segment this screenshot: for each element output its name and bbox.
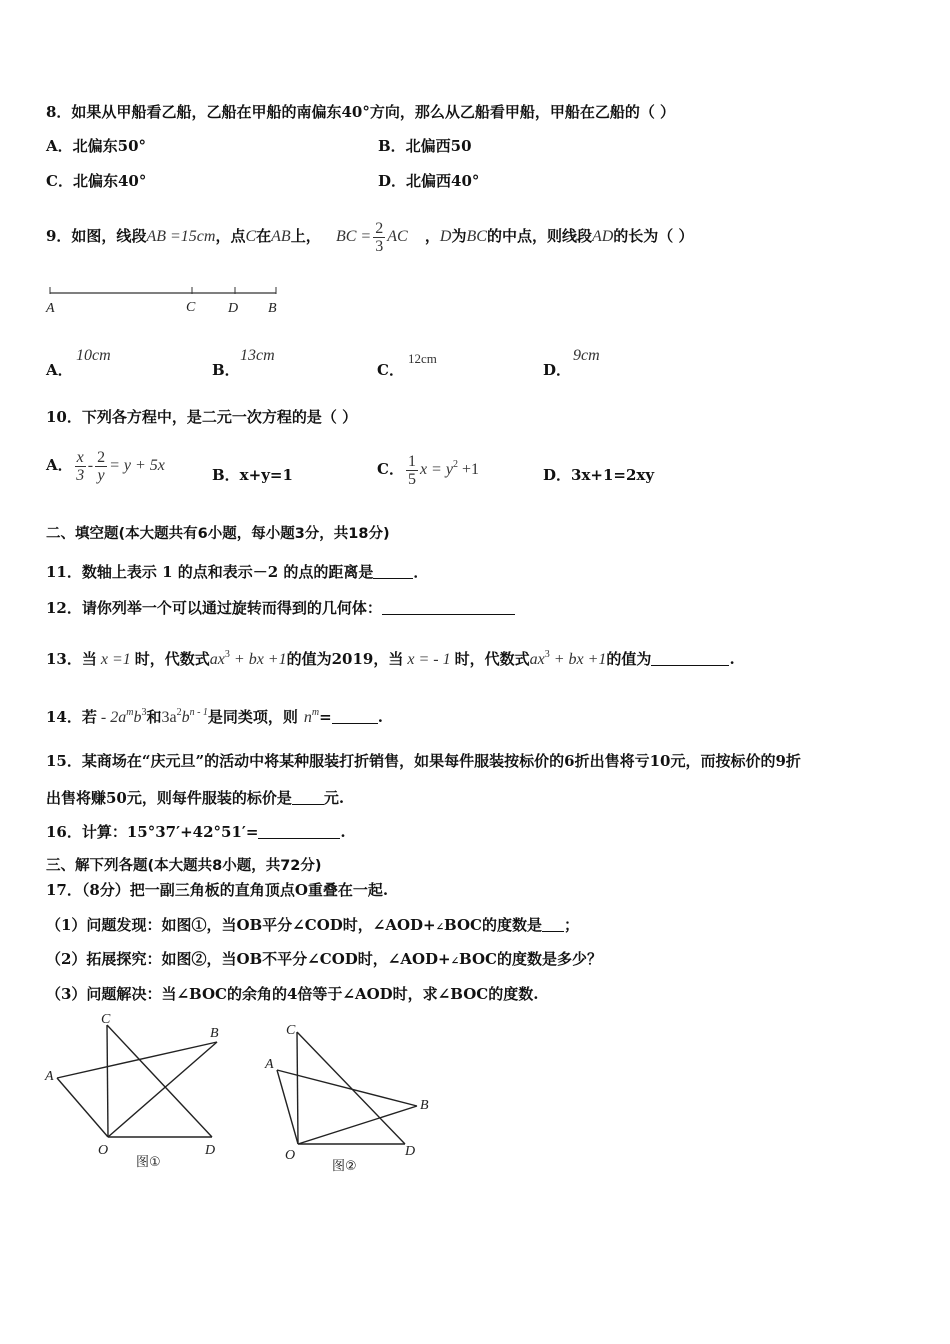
q10-option-c: C． $\frac{1}{5}$ $x = y^2 +1$ (377, 452, 479, 488)
question-15-line-1: 15．某商场在“庆元旦”的活动中将某种服装打折销售，如果每件服装按标价的6折出售将亏10元，而按标价的9折 (46, 752, 801, 770)
fig1-caption: 图① (136, 1155, 161, 1170)
question-17-stem: 17．（8分）把一副三角板的直角顶点O重叠在一起. (46, 881, 389, 899)
question-9-stem: 9．如图，线段AB =15cm，点C在AB上， BC = $\frac{2}{3}$ AC ，D为BC的中点，则线段AD的长为（ ） (46, 219, 694, 255)
question-12: 12．请你列举一个可以通过旋转而得到的几何体： (46, 598, 515, 618)
q9-option-c-value: 12cm (408, 351, 437, 366)
question-14: 14．若 - $2a^mb^3$和$3a^2b^{n - 1}$是同类项，则 $n^m=$ . (46, 707, 383, 726)
q9-option-b-value: 13cm (240, 347, 275, 364)
point-a-label: A (46, 301, 55, 316)
q9-option-d-label: D． (543, 361, 572, 379)
question-10-stem: 10．下列各方程中，是二元一次方程的是（ ） (46, 408, 358, 426)
question-13: 13．当 x =1 时，代数式$ax^3$ + bx +1的值为2019，当 x = - 1 时，代数式$ax^3$ + bx +1的值为 . (46, 649, 735, 668)
question-11: 11．数轴上表示 1 的点和表示－2 的点的距离是 ． (46, 563, 429, 581)
point-b-label: B (268, 301, 277, 316)
q9-option-d-value: 9cm (573, 347, 600, 364)
question-16: 16．计算：15°37′+42°51′= . (46, 823, 346, 841)
fig1-label-o: O (98, 1143, 109, 1158)
fig2-label-d: D (405, 1144, 416, 1159)
fig2-caption: 图② (332, 1159, 357, 1174)
figure-2-triangles (260, 1018, 460, 1183)
question-15-line-2: 出售将赚50元，则每件服装的标价是 元. (46, 789, 345, 807)
fig1-label-b: B (210, 1026, 219, 1041)
q9-option-a-value: 10cm (76, 347, 111, 364)
q9-segment-figure (40, 280, 290, 320)
fig1-label-c: C (101, 1012, 111, 1027)
q8-option-d: D．北偏西40° (378, 172, 480, 190)
section-2-heading: 二、填空题(本大题共有6小题，每小题3分，共18分) (46, 526, 390, 542)
q8-option-a: A．北偏东50° (46, 137, 147, 155)
question-17-part-2: （2）拓展探究：如图②，当OB不平分∠COD时，∠AOD+∠BOC的度数是多少？ (46, 950, 602, 968)
question-17-part-3: （3）问题解决：当∠BOC的余角的4倍等于∠AOD时，求∠BOC的度数. (46, 985, 539, 1003)
point-c-label: C (186, 300, 196, 315)
q10-option-d: D．3x+1=2xy (543, 466, 655, 484)
fig2-label-c: C (286, 1023, 296, 1038)
q9-option-c-label: C． (377, 361, 404, 379)
q10-option-a: A． $\frac{x}{3}$ - $\frac{2}{y}$ = y + 5x (46, 448, 165, 484)
point-d-label: D (228, 301, 239, 316)
q9-option-b-label: B． (212, 361, 240, 379)
figure-1-triangles (40, 1010, 240, 1175)
q10-option-b: B．x+y=1 (212, 466, 293, 484)
question-17-part-1: （1）问题发现：如图①，当OB平分∠COD时，∠AOD+∠BOC的度数是 ； (46, 916, 579, 934)
q9-option-a-label: A． (46, 361, 73, 379)
fig1-label-d: D (205, 1143, 216, 1158)
question-8-stem: 8．如果从甲船看乙船，乙船在甲船的南偏东40°方向，那么从乙船看甲船，甲船在乙船的（ ） (46, 103, 676, 121)
section-3-heading: 三、解下列各题(本大题共8小题，共72分) (46, 858, 322, 874)
q8-option-b: B．北偏西50 (378, 137, 472, 155)
fig2-label-a: A (265, 1057, 274, 1072)
q8-option-c: C．北偏东40° (46, 172, 147, 190)
fig2-label-b: B (420, 1098, 429, 1113)
fig2-label-o: O (285, 1148, 296, 1163)
fig1-label-a: A (45, 1069, 54, 1084)
q9-fraction: $\frac{2}{3}$ (375, 219, 384, 255)
